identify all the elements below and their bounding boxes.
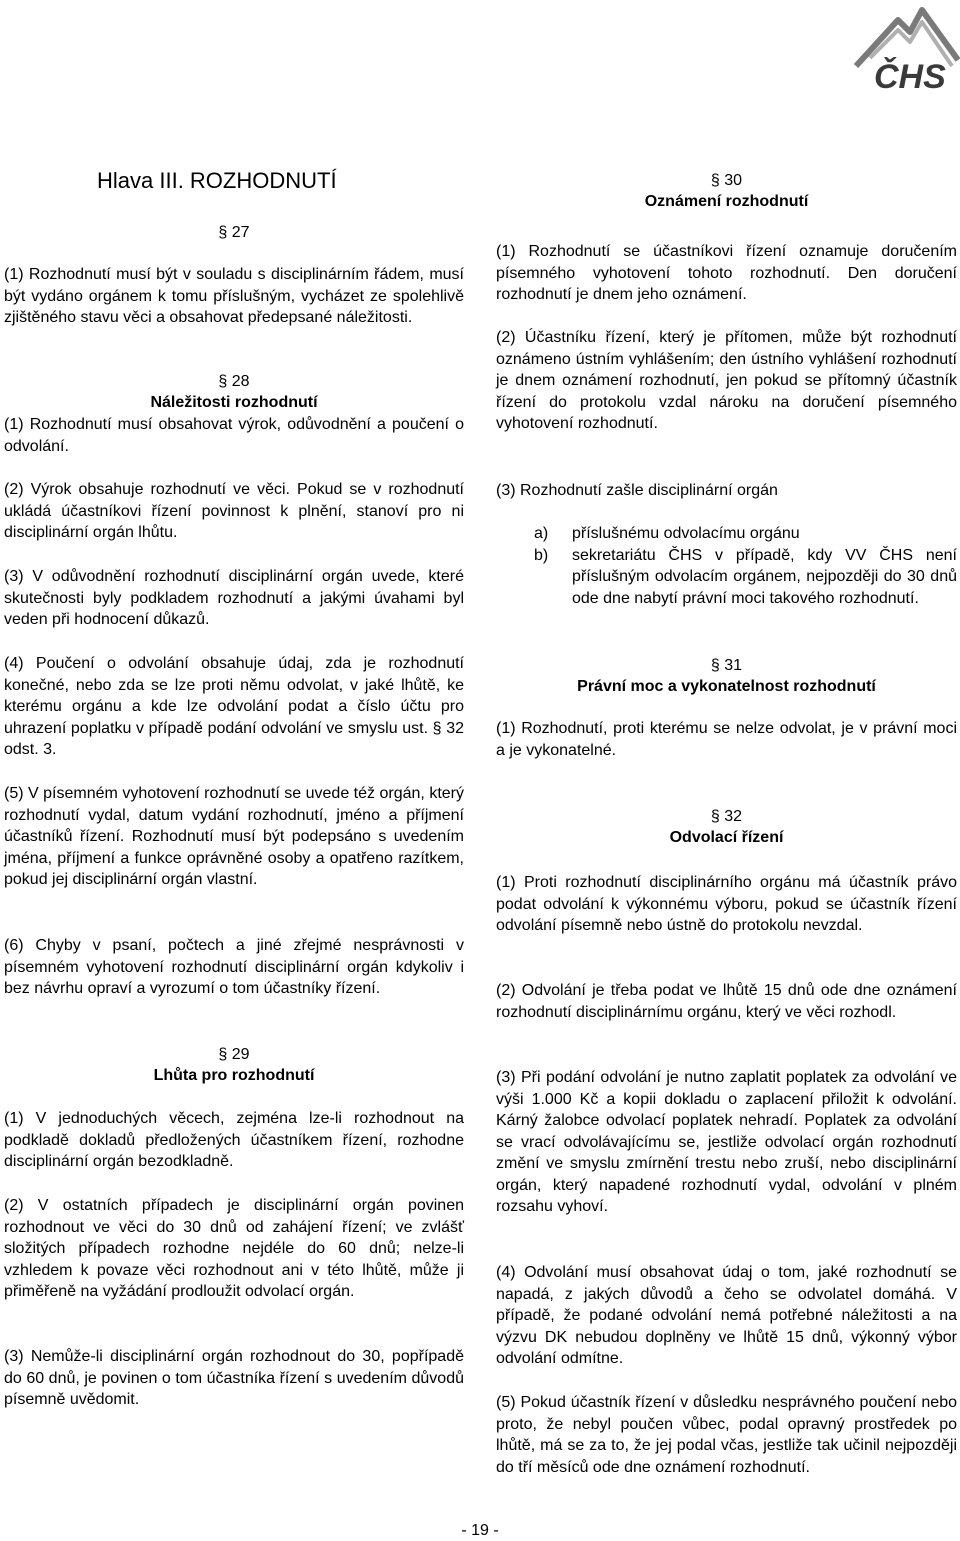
section-number: § 30: [710, 172, 743, 189]
paragraph: (5) V písemném vyhotovení rozhodnutí se uvede též orgán, který rozhodnutí vydal, datum vydání rozhodnutí, jméno a příjmení účastníků řízení. Rozhodnutí musí být podepsáno s uvedením jména, příjmení a funkce oprávněné osoby a opatřeno razítkem, pokud jej disciplinární orgán vlastní.: [4, 785, 464, 888]
section-title: Právní moc a vykonatelnost rozhodnutí: [577, 678, 876, 695]
section-number: § 29: [218, 1046, 250, 1063]
list-item: [534, 523, 957, 545]
section-32-heading: [496, 806, 957, 848]
section-number: § 32: [710, 808, 743, 825]
paragraph: (2) V ostatních případech je disciplinární orgán povinen rozhodnout ve věci do 30 dnů od zahájení řízení; ve zvlášť složitých případech rozhodne nejdéle do 60 dnů; nelze-li vzhledem k povaze věci rozhodnout ani v této lhůtě, může ji přiměřeně na vyžádání prodloužit odvolací orgán.: [4, 1197, 464, 1300]
paragraph: (4) Poučení o odvolání obsahuje údaj, zda je rozhodnutí konečné, nebo zda se lze proti němu odvolat, v jaké lhůtě, ke kterému orgánu a kde lze odvolání podat a číslo účtu pro uhrazení poplatku v případě podání odvolání ve smyslu ust. § 32 odst. 3.: [4, 655, 464, 758]
list-item-text: příslušnému odvolacímu orgánu: [572, 525, 800, 542]
list-marker: b): [534, 546, 549, 564]
logo-text: ČHS: [874, 58, 946, 95]
section-number: § 31: [710, 657, 743, 674]
recipient-list: [534, 523, 957, 609]
paragraph: (2) Výrok obsahuje rozhodnutí ve věci. Pokud se v rozhodnutí ukládá účastníkovi řízení povinnost k plnění, stanoví pro ni disciplinární orgán lhůtu.: [4, 481, 464, 541]
section-title: Oznámení rozhodnutí: [644, 193, 809, 210]
paragraph: (1) Rozhodnutí musí obsahovat výrok, odůvodnění a poučení o odvolání.: [4, 416, 464, 455]
list-item: [534, 545, 957, 610]
section-number: § 27: [218, 224, 250, 241]
paragraph: (3) Rozhodnutí zašle disciplinární orgán: [496, 482, 778, 499]
section-28-heading: [4, 371, 464, 413]
paragraph: (1) V jednoduchých věcech, zejména lze-li rozhodnout na podkladě dokladů předložených účastníkem řízení, rozhodne disciplinární orgán bezodkladně.: [4, 1110, 464, 1170]
section-30-heading: [496, 170, 957, 212]
chs-logo: [848, 0, 960, 95]
paragraph: (1) Rozhodnutí, proti kterému se nelze odvolat, je v právní moci a je vykonatelné.: [496, 720, 957, 759]
paragraph: (3) Nemůže-li disciplinární orgán rozhodnout do 30, popřípadě do 60 dnů, je povinen o tom účastníka řízení s uvedením důvodů písemně uvědomit.: [4, 1348, 464, 1408]
paragraph: (1) Rozhodnutí se účastníkovi řízení oznamuje doručením písemného vyhotovení tohoto rozhodnutí. Den doručení rozhodnutí je dnem jeho oznámení.: [496, 243, 957, 303]
chapter-title: Hlava III. ROZHODNUTÍ: [97, 168, 337, 193]
page-number: - 19 -: [461, 1522, 499, 1539]
paragraph: (2) Odvolání je třeba podat ve lhůtě 15 dnů ode dne oznámení rozhodnutí disciplinárnímu orgánu, který ve věci rozhodl.: [496, 982, 957, 1021]
paragraph: (5) Pokud účastník řízení v důsledku nesprávného poučení nebo proto, že nebyl poučen vůbec, podal opravný prostředek po lhůtě, má se za to, že jej podal včas, jestliže tak učinil nejpozději do tří měsíců ode dne oznámení rozhodnutí.: [496, 1394, 957, 1476]
paragraph: (3) Při podání odvolání je nutno zaplatit poplatek za odvolání ve výši 1.000 Kč a kopii dokladu o zaplacení přiložit k odvolání. Kárný žalobce odvolací poplatek nehradí. Poplatek za odvolání se vrací odvolávajícímu se, jestliže odvolací orgán rozhodnutí změní ve smyslu zmírnění trestu nebo zruší, nebo disciplinární orgán, který napadené rozhodnutí vydal, odvolání v plném rozsahu vyhoví.: [496, 1069, 957, 1215]
paragraph: (3) V odůvodnění rozhodnutí disciplinární orgán uvede, které skutečnosti byly podkladem rozhodnutí a jakými úvahami byl veden při hodnocení důkazů.: [4, 568, 464, 628]
section-29-heading: [4, 1044, 464, 1086]
paragraph: (6) Chyby v psaní, počtech a jiné zřejmé nesprávnosti v písemném vyhotovení rozhodnutí disciplinární orgán kdykoliv i bez návrhu opraví a vyrozumí o tom účastníky řízení.: [4, 937, 464, 997]
section-title: Náležitosti rozhodnutí: [150, 394, 318, 411]
section-title: Lhůta pro rozhodnutí: [153, 1067, 315, 1084]
paragraph: (1) Rozhodnutí musí být v souladu s disciplinárním řádem, musí být vydáno orgánem k tomu příslušným, vycházet ze spolehlivě zjištěného stavu věci a obsahovat předepsané náležitosti.: [4, 266, 464, 326]
section-31-heading: [496, 655, 957, 697]
section-title: Odvolací řízení: [669, 829, 784, 846]
paragraph: (1) Proti rozhodnutí disciplinárního orgánu má účastník právo podat odvolání k výkonnému výboru, pokud se účastník řízení odvolání písemně nebo ústně do protokolu nevzdal.: [496, 874, 957, 934]
list-marker: a): [534, 525, 549, 542]
section-27-heading: [4, 222, 464, 243]
paragraph: (2) Účastníku řízení, který je přítomen, může být rozhodnutí oznámeno ústním vyhlášením; den ústního vyhlášení rozhodnutí je dnem oznámení rozhodnutí, jen pokud se přítomný účastník řízení do protokolu vzdal nároku na doručení písemného vyhotovení rozhodnutí.: [496, 329, 957, 432]
section-number: § 28: [218, 373, 250, 390]
paragraph: (4) Odvolání musí obsahovat údaj o tom, jaké rozhodnutí se napadá, z jakých důvodů a čeho se odvolatel domáhá. V případě, že podané odvolání nemá potřebné náležitosti a na výzvu DK nebudou doplněny ve lhůtě 15 dnů, výkonný výbor odvolání odmítne.: [496, 1264, 957, 1367]
list-item-text: sekretariátu ČHS v případě, kdy VV ČHS není příslušným odvolacím orgánem, nejpozději do 30 dnů ode dne nabytí právní moci takového rozhodnutí.: [572, 546, 957, 607]
mountain-logo-graphic: [848, 0, 960, 95]
